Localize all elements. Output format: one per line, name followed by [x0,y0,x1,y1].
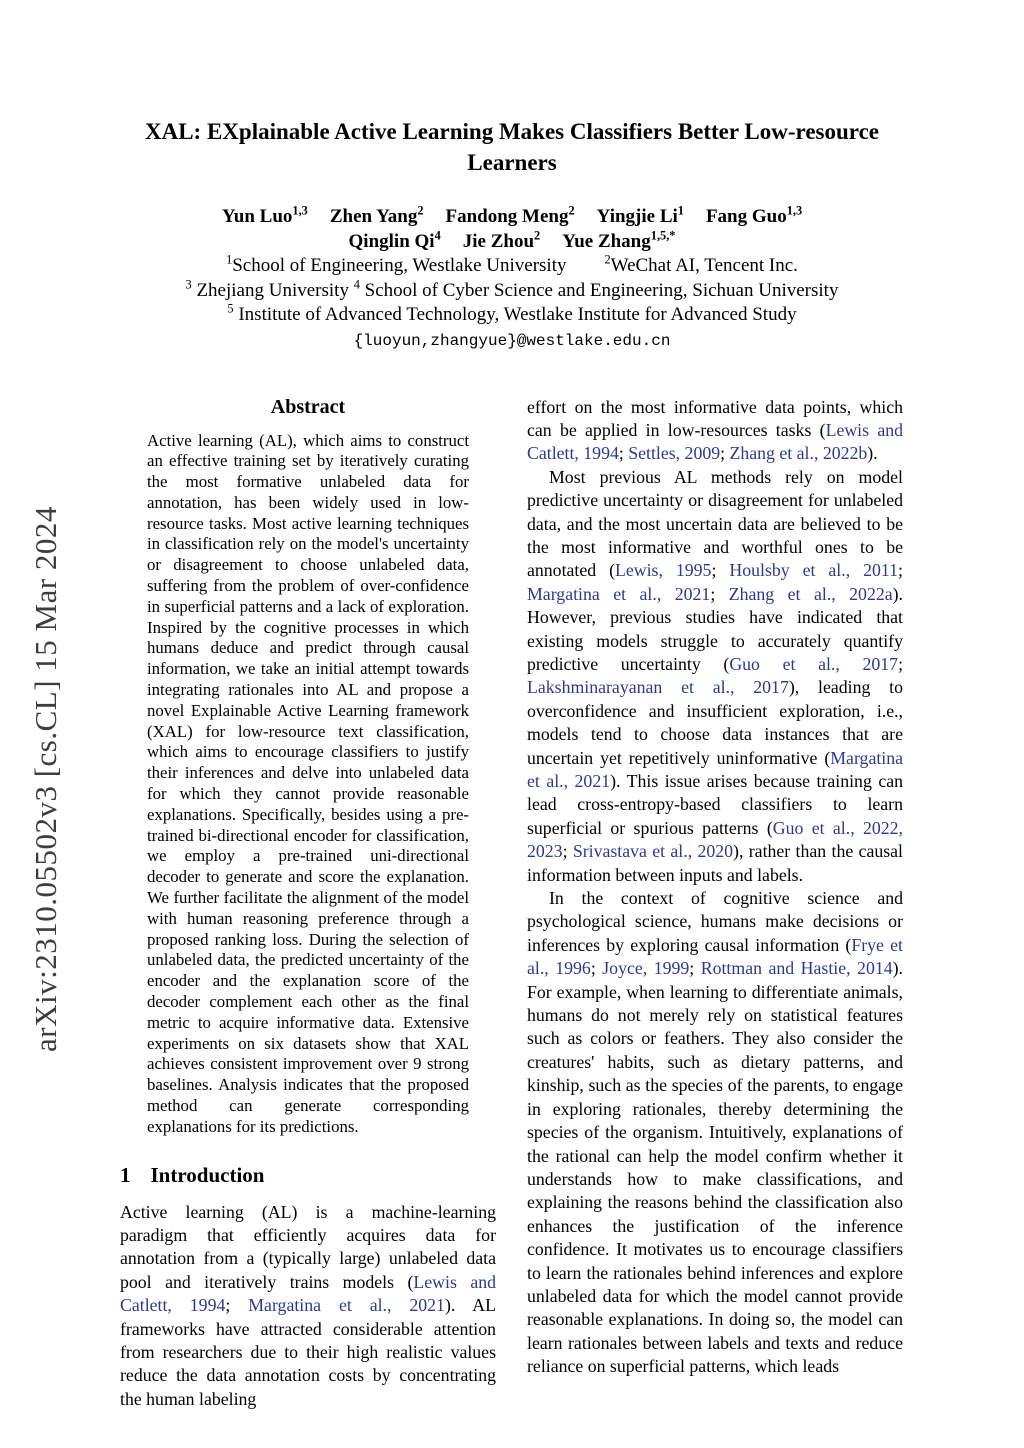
affiliation-superscript: 5 [227,301,234,316]
abstract-heading: Abstract [270,395,346,418]
text-run [566,255,604,276]
citation-link[interactable]: Margatina et al., 2021 [248,1295,445,1316]
citation-link[interactable]: Lakshminarayanan et al., 2017 [527,677,789,698]
text-run: In the context of cognitive science and psychological science, humans make decisions or inferences by exploring causal information ( [527,888,903,955]
author-superscript: 1 [677,203,684,218]
affiliation-superscript: 4 [353,277,360,292]
affiliation-line-3 [120,303,904,328]
text-run: School of Engineering, Westlake University [232,255,567,276]
affiliation-superscript: 2 [604,252,611,267]
citation-link[interactable]: Srivastava et al., 2020 [572,841,734,862]
text-run: ; [225,1295,249,1316]
text-run: ; [898,560,903,581]
text-run: Active learning (AL) is a machine-learning paradigm that efficiently acquires data for annotation from a (typically large) unlabeled data pool and iteratively trains models ( [120,1201,496,1292]
citation-link[interactable]: Joyce, 1999 [602,958,690,979]
citation-link[interactable]: Lewis and Catlett, 1994 [120,1271,497,1316]
right-column [527,396,903,1412]
citation-link[interactable]: Frye et al., 1996 [527,934,903,979]
author [705,203,803,227]
citation-link[interactable]: Houlsby et al., 2011 [729,560,899,581]
intro-paragraph [120,1201,496,1412]
author-name: Yingjie Li [596,206,678,227]
text-run: WeChat AI, Tencent Inc. [610,255,798,276]
affiliation-superscript: 3 [185,277,192,292]
paper-title: XAL: EXplainable Active Learning Makes Classifiers Better Low-resource Learners [144,119,879,175]
author [329,203,424,227]
author [462,228,541,252]
citation-link[interactable]: Zhang et al., 2022a [728,583,893,604]
text-run: ; [562,841,573,862]
citation-link[interactable]: Guo et al., 2022, 2023 [527,817,903,862]
author-superscript: 1,3 [786,203,803,218]
author [596,203,684,227]
affiliation-superscript: 1 [226,252,233,267]
section-heading-introduction [120,1163,496,1188]
citation-link[interactable]: Margatina et al., 2021 [527,747,903,791]
author [221,203,308,227]
left-column [120,396,496,1412]
author-name: Zhen Yang [329,206,418,227]
citation-link[interactable]: Lewis and Catlett, 1994 [527,419,903,464]
author [348,228,441,252]
text-run: ; [898,653,904,674]
citation-link[interactable]: Settles, 2009 [628,443,721,464]
two-column-body [120,396,904,1412]
text-run: Most previous AL methods rely on model predictive uncertainty or disagreement for unlabeled data, and the most uncertain data are believed to be the most informative and worthful ones to be annotated ( [527,466,903,581]
citation-link[interactable]: Guo et al., 2017 [729,653,899,674]
text-run: ; [710,583,729,604]
author-name: Yun Luo [221,206,293,227]
author-superscript: 2 [568,203,575,218]
text-run: ). However, previous studies have indicated that existing models struggle to accurately quantify predictive uncertainty ( [527,583,903,674]
text-run: ). For example, when learning to differentiate animals, humans do not merely rely on statistical features such as colors or feathers. They also consider the creatures' habits, such as dietary patterns, and kinship, such as the species of the parents, to engage in exploring rationales, thereby determining the species of the organism. Intuitively, explanations of the rational can help the model confirm whether it understands how to make classifications, and explaining the reasons behind the classification also enhances the justification of the inference confidence. It motivates us to encourage classifiers to learn the rationales behind inferences and explore unlabeled data for which the model cannot provide reasonable explanations. In doing so, the model can learn rationales between labels and texts and reduce reliance on superficial patterns, which leads [527,958,903,1377]
paper-content [120,0,904,1411]
citation-link[interactable]: Lewis, 1995 [615,560,712,581]
text-run: School of Cyber Science and Engineering, Sichuan University [359,279,839,301]
author-line-1 [120,204,904,229]
author-superscript: 4 [434,228,441,243]
section-number: 1 [120,1162,131,1187]
affiliation-line-1 [120,254,904,279]
author-name: Qinglin Qi [348,231,435,252]
text-run: ), leading to overconfidence and insufficient exploration, i.e., models tend to choose data instances that are uncertain yet repetitively uninformative ( [527,677,903,768]
text-run: Institute of Advanced Technology, Westlake Institute for Advanced Study [233,304,797,325]
author-line-2 [120,229,904,254]
text-run: ). This issue arises because training can lead cross-entropy-based classifiers to learn superficial or spurious patterns ( [527,771,903,838]
text-run: Zhejiang University [191,279,354,301]
author [445,203,575,227]
author-name: Yue Zhang [562,231,651,252]
text-run: ; [711,560,730,581]
paragraph [527,466,903,887]
text-run: ; [720,443,730,464]
author-name: Jie Zhou [462,231,535,252]
citation-link[interactable]: Rottman and Hastie, 2014 [700,958,893,979]
affiliation-line-2 [120,279,904,304]
arxiv-watermark: arXiv:2310.05502v3 [cs.CL] 15 Mar 2024 [28,506,63,1052]
text-run: ; [689,958,701,979]
contact-email: {luoyun,zhangyue}@westlake.edu.cn [353,331,671,350]
text-run: ). [867,443,878,464]
text-run: ; [590,958,603,979]
abstract-text: Active learning (AL), which aims to construct an effective training set by iteratively curating the most formative unlabeled data for annotation, has been widely used in low-resource tasks. Most active learning techniques in classification rely on the model's uncertainty or disagreement to choose unlabeled data, suffering from the problem of over-confidence in superficial patterns and a lack of exploration. Inspired by the cognitive processes in which humans deduce and predict through causal information, we take an initial attempt towards integrating rationales into AL and propose a novel Explainable Active Learning framework (XAL) for low-resource text classification, which aims to encourage classifiers to justify their inferences and delve into unlabeled data for which they cannot provide reasonable explanations. Specifically, besides using a pre-trained bi-directional encoder for classification, we employ a pre-trained uni-directional decoder to generate and score the explanation. We further facilitate the alignment of the model with human reasoning preference through a proposed ranking loss. During the selection of unlabeled data, the predicted uncertainty of the encoder and the explanation score of the decoder complement each other as the final metric to acquire informative data. Extensive experiments on six datasets show that XAL achieves consistent improvement over 9 strong baselines. Analysis indicates that the proposed method can generate corresponding explanations for its predictions. [147,430,469,1136]
text-run: ), rather than the causal information between inputs and labels. [527,841,903,885]
author-superscript: 2 [534,228,541,243]
section-title: Introduction [150,1162,265,1187]
text-run: ). AL frameworks have attracted considerable attention from researchers due to their high realistic values reduce the data annotation costs by concentrating the human labeling [120,1295,496,1409]
author-name: Fandong Meng [445,206,569,227]
author-superscript: 1,5,* [650,228,676,243]
citation-link[interactable]: Margatina et al., 2021 [527,583,711,604]
author [562,228,676,252]
author-name: Fang Guo [705,206,787,227]
author-superscript: 1,3 [292,203,308,218]
text-run: effort on the most informative data points, which can be applied in low-resources tasks ( [527,396,903,440]
paragraph [527,887,903,1379]
paragraph [527,396,903,466]
citation-link[interactable]: Zhang et al., 2022b [729,443,868,464]
author-superscript: 2 [417,203,424,218]
text-run: ; [618,443,629,464]
